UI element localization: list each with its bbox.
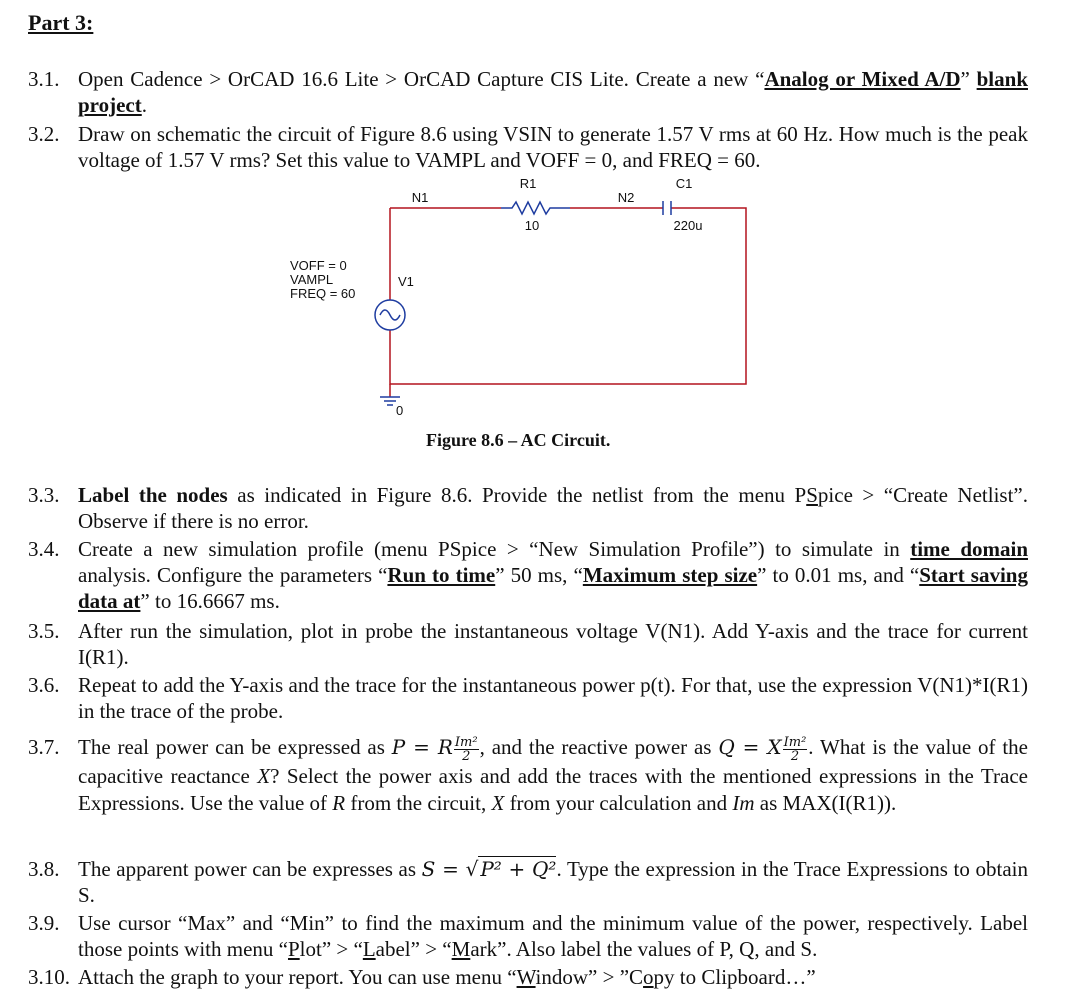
step-number: 3.3.	[28, 483, 60, 507]
step-number: 3.8.	[28, 857, 60, 881]
vampl-param: VAMPL	[290, 272, 334, 287]
voltage-source-v1	[375, 300, 405, 330]
step-number: 3.7.	[28, 735, 60, 759]
step-number: 3.2.	[28, 122, 60, 146]
step-3-3: 3.3. Label the nodes as indicated in Figure 8.6. Provide the netlist from the menu PSpice > “Create Netlist”. Observe if there is no error.	[28, 483, 1028, 533]
ground-label: 0	[396, 403, 404, 418]
step-3-4: 3.4. Create a new simulation profile (menu PSpice > “New Simulation Profile”) to simulate in time domain analysis. Configure the parameters “Run to time” 50 ms, “Maximum step size” to 0.01 ms, and “Start saving data at” to 16.6667 ms.	[28, 537, 1029, 613]
step-3-7: 3.7. The real power can be expressed as P = R $\frac{\text{Im²}}{2}$ , and the reactive power as Q = X $\frac{\text{Im²}}{2}$ . What is the value of the capacitive reactance X? Select the power axis and add the traces with the mentioned expressions in the Trace Expressions. Use the value of R from the circuit, X from your calculation and Im as MAX(I(R1)).	[28, 734, 1028, 815]
c1-label: C1	[675, 176, 693, 191]
step-number: 3.4.	[28, 537, 60, 561]
step-number: 3.6.	[28, 673, 60, 697]
step-3-6: 3.6. Repeat to add the Y-axis and the trace for the instantaneous power p(t). For that, use the expression V(N1)*I(R1) in the trace of the probe.	[28, 673, 1028, 723]
v1-label: V1	[398, 274, 414, 289]
reactive-power-equation: Q = X	[718, 735, 782, 759]
step-3-9: 3.9. Use cursor “Max” and “Min” to find the maximum and the minimum value of the power, respectively. Label those points with menu “Plot” > “Label” > “Mark”. Also label the values of P, Q, and S.	[28, 911, 1028, 961]
voff-param: VOFF = 0	[290, 258, 347, 273]
step-3-2: 3.2. Draw on schematic the circuit of Figure 8.6 using VSIN to generate 1.57 V rms at 60 Hz. How much is the peak voltage of 1.57 V rms? Set this value to VAMPL and VOFF = 0, and FREQ = 60.	[28, 122, 1028, 172]
capacitor-c1	[663, 201, 671, 215]
figure-caption: Figure 8.6 – AC Circuit.	[426, 430, 611, 450]
node-n1-label: N1	[411, 190, 429, 205]
step-number: 3.1.	[28, 67, 60, 91]
r1-value: 10	[524, 218, 540, 233]
step-number: 3.5.	[28, 619, 60, 643]
r1-label: R1	[519, 176, 537, 191]
apparent-power-equation: S =	[421, 857, 466, 881]
step-3-1: 3.1. Open Cadence > OrCAD 16.6 Lite > OrCAD Capture CIS Lite. Create a new “Analog or Mixed A/D” blank project.	[28, 67, 1028, 117]
step-3-5: 3.5. After run the simulation, plot in probe the instantaneous voltage V(N1). Add Y-axis and the trace for current I(R1).	[28, 619, 1028, 669]
freq-param: FREQ = 60	[290, 286, 356, 301]
part-title: Part 3:	[28, 10, 94, 35]
wires	[390, 208, 746, 397]
step-number: 3.9.	[28, 911, 60, 935]
c1-value: 220u	[673, 218, 703, 233]
step-3-10: 3.10. Attach the graph to your report. You can use menu “Window” > ”Copy to Clipboard…”	[28, 965, 816, 989]
circuit-diagram	[280, 172, 760, 422]
node-n2-label: N2	[617, 190, 635, 205]
step-number: 3.10.	[28, 965, 70, 989]
resistor-r1	[501, 202, 570, 214]
real-power-equation: P = R	[391, 735, 453, 759]
step-3-8: 3.8. The apparent power can be expresses as S = √ P² + Q². Type the expression in the Trace Expressions to obtain S.	[28, 857, 1028, 907]
